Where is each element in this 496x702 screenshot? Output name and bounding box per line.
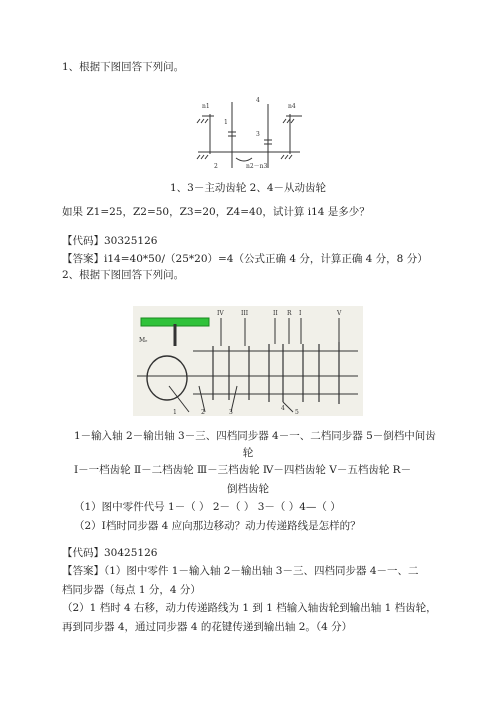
fig-label-part-3: 3 <box>229 409 233 416</box>
q2-answer-2a: （2）1 档时 4 右移，动力传递路线为 1 到 1 档输入轴齿轮到输出轴 1 档齿轮， <box>62 602 437 614</box>
fig-label-IV: IV <box>217 310 224 317</box>
q1-title: 1、根据下图回答下列问。 <box>62 61 185 73</box>
q1-caption: 1、3－主动齿轮 2、4－从动齿轮 <box>169 182 327 194</box>
fig-label-n2: n2－n3 <box>246 163 268 170</box>
fig-label-part-1: 1 <box>173 409 177 416</box>
q2-legend-2b: 倒档齿轮 <box>227 483 269 495</box>
fig-label-4: 4 <box>256 97 260 104</box>
fig-label-III: III <box>241 310 249 317</box>
fig-label-n4: n4 <box>288 103 296 110</box>
gearbox-diagram <box>133 306 363 416</box>
q1-code: 【代码】30325126 <box>62 235 158 247</box>
fig-label-I: I <box>299 310 302 317</box>
q2-code: 【代码】30425126 <box>62 547 158 559</box>
fig-label-1: 1 <box>224 119 228 126</box>
fig-label-II: II <box>273 310 278 317</box>
q1-answer: 【答案】i14=40*50/（25*20）=4（公式正确 4 分，计算正确 4 分，8 分） <box>62 253 428 265</box>
fig-label-part-4: 4 <box>281 405 285 412</box>
fig-label-3: 3 <box>256 131 260 138</box>
q2-answer-2b: 再到同步器 4，通过同步器 4 的花键传递到输出轴 2。（4 分） <box>62 621 353 633</box>
q2-answer-1a: 【答案】（1）图中零件 1－输入轴 2－输出轴 3－三、四档同步器 4－一、二 <box>62 565 419 577</box>
q2-sub1: （1）图中零件代号 1－（ ） 2－（ ） 3－（ ）4—（ ） <box>74 501 341 513</box>
fig-label-part-2: 2 <box>201 409 205 416</box>
q2-title: 2、根据下图回答下列问。 <box>62 269 185 281</box>
q2-answer-1b: 档同步器（每点 1 分，4 分） <box>62 584 201 596</box>
q1-prompt: 如果 Z1=25，Z2=50，Z3=20，Z4=40，试计算 i14 是多少？ <box>62 206 370 218</box>
q2-sub2: （2）Ⅰ档时同步器 4 应向那边移动？动力传递路线是怎样的？ <box>74 520 361 532</box>
q2-legend-1a: 1－输入轴 2－输出轴 3－三、四档同步器 4－一、二档同步器 5－倒档中间齿 <box>74 430 436 442</box>
gear-train-diagram <box>190 96 312 174</box>
fig-label-2: 2 <box>214 163 218 170</box>
fig-label-part-5: 5 <box>295 409 299 416</box>
fig-label-R: R <box>287 310 292 317</box>
fig-label-n1: n1 <box>202 103 210 110</box>
fig-label-me: Mₑ <box>139 337 148 344</box>
q2-legend-1b: 轮 <box>242 447 254 459</box>
q2-legend-2a: Ⅰ－一档齿轮 Ⅱ－二档齿轮 Ⅲ－三档齿轮 Ⅳ－四档齿轮 Ⅴ－五档齿轮 R－ <box>74 464 412 476</box>
fig-label-V: V <box>337 310 342 317</box>
